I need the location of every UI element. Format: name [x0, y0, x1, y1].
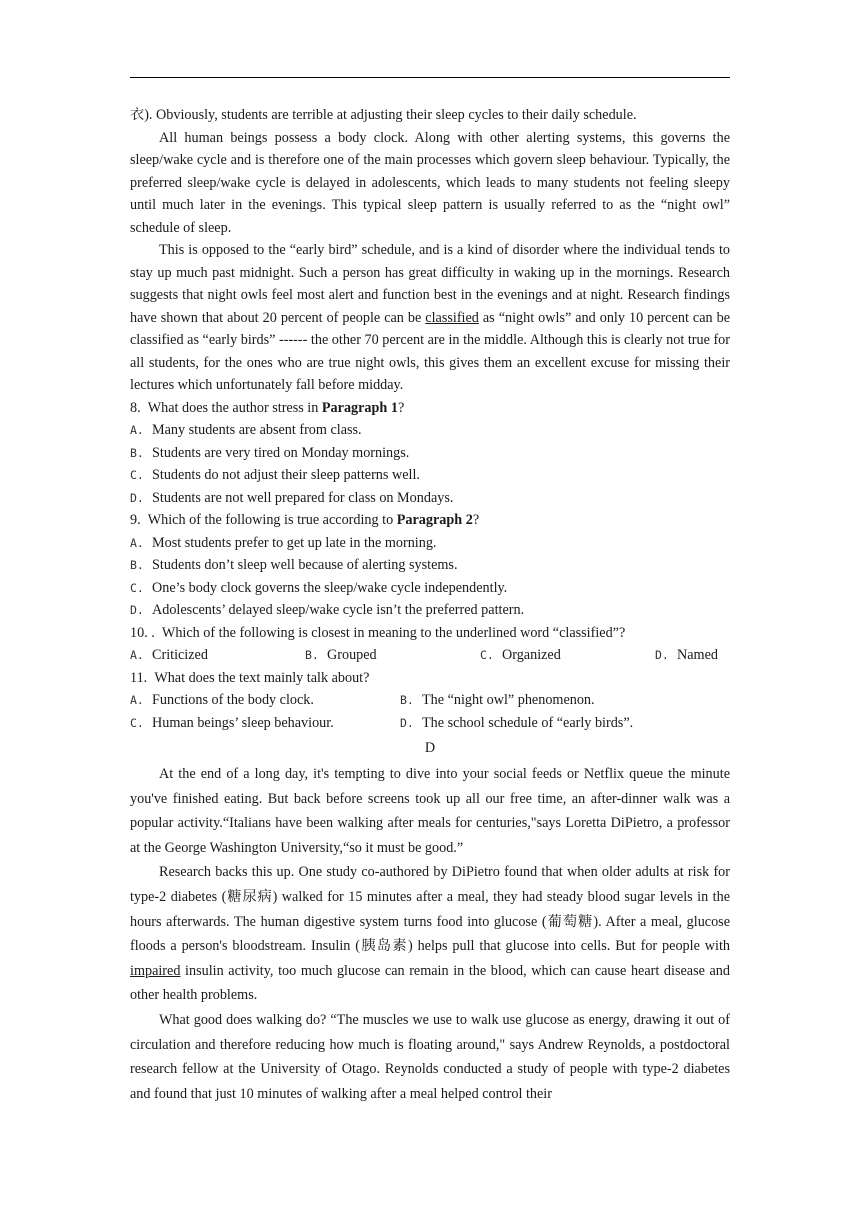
- option-label: C.: [130, 468, 144, 482]
- option-label: D.: [130, 603, 144, 617]
- option-text: One’s body clock governs the sleep/wake cycle independently.: [152, 579, 508, 596]
- option-text: Students are not well prepared for class on Mondays.: [152, 489, 454, 506]
- paragraph-text: Research backs this up. One study co-authored by DiPietro found that when older adults at risk for type-2 diabetes (糖尿病) walked for 15 minutes after a meal, they had steady blood sugar levels in the hours afterwards. The human digestive system turns food into glucose (葡萄糖). After a meal, glucose floods a person's bloodstream. Insulin (胰岛素) helps pull that glucose into cells. But for people with: [130, 864, 730, 955]
- option-text: Named: [677, 647, 718, 663]
- option-text: Students don’t sleep well because of alerting systems.: [152, 557, 458, 573]
- options-row: [130, 689, 730, 712]
- paragraph-text: This is opposed to the “early bird” schedule, and is a kind of disorder where the individual tends to stay up much past midnight. Such a person has great difficulty in waking up in the mornings. Research suggests that night owls feel most alert and function best in the evenings and at night. Research findings have shown that about 20 percent of people can be: [130, 242, 730, 326]
- option-text: Criticized: [152, 647, 208, 663]
- paragraph: 衣). Obviously, students are terrible at adjusting their sleep cycles to their daily schedule.: [130, 107, 637, 123]
- passage-d: [130, 762, 730, 1106]
- option-b: [130, 554, 730, 577]
- question-number: 11.: [130, 669, 148, 686]
- question-11: [130, 667, 730, 690]
- options-row: [130, 644, 730, 667]
- option-label: D.: [655, 648, 669, 662]
- question-number: 9.: [130, 512, 141, 528]
- paragraph-text: insulin activity, too much glucose can remain in the blood, which can cause heart disease and other health problems.: [130, 962, 730, 1004]
- option-text: Human beings’ sleep behaviour.: [152, 714, 334, 731]
- option-c: [130, 712, 400, 735]
- option-c: [480, 644, 655, 667]
- option-d: [400, 712, 670, 735]
- paragraph: [130, 860, 730, 1008]
- question-text-bold: Paragraph 1: [321, 399, 398, 416]
- question-text: What does the author stress in: [147, 399, 322, 416]
- option-c: [130, 577, 730, 600]
- option-d: [130, 487, 730, 510]
- option-c: [130, 464, 730, 487]
- paragraph: [130, 239, 730, 397]
- option-text: Students do not adjust their sleep patterns well.: [152, 467, 420, 483]
- option-text: Many students are absent from class.: [152, 422, 362, 438]
- option-a: [130, 689, 400, 712]
- question-9: [130, 509, 730, 532]
- option-text: Most students prefer to get up late in the morning.: [152, 534, 437, 551]
- option-text: Grouped: [327, 647, 377, 663]
- option-text: Adolescents’ delayed sleep/wake cycle isn’t the preferred pattern.: [152, 602, 525, 618]
- question-10: [130, 622, 730, 645]
- question-number: 10. .: [130, 624, 155, 641]
- option-d: [655, 644, 718, 667]
- header-rule: [130, 77, 730, 78]
- option-label: B.: [400, 693, 414, 707]
- option-label: B.: [305, 648, 319, 662]
- option-a: [130, 419, 730, 442]
- question-8: [130, 397, 730, 420]
- option-text: The school schedule of “early birds”.: [422, 714, 634, 731]
- option-a: [130, 644, 305, 667]
- option-b: [305, 644, 480, 667]
- option-label: A.: [130, 648, 144, 662]
- option-label: C.: [480, 648, 494, 662]
- document-body: [130, 104, 730, 1106]
- question-text: What does the text mainly talk about?: [154, 669, 370, 686]
- paragraph: All human beings possess a body clock. Along with other alerting systems, this governs the sleep/wake cycle and is therefore one of the main processes which govern sleep behaviour. Typically, the preferred sleep/wake cycle is delayed in adolescents, which leads to many students not feeling sleepy until much later in the evenings. This typical sleep pattern is usually referred to as the “night owl” schedule of sleep.: [130, 129, 730, 236]
- option-text: The “night owl” phenomenon.: [422, 692, 595, 708]
- option-b: [130, 442, 730, 465]
- option-label: D.: [130, 490, 144, 505]
- option-label: A.: [130, 423, 144, 437]
- question-text: ?: [397, 399, 405, 416]
- option-a: [130, 532, 730, 555]
- option-text: Students are very tired on Monday mornings.: [152, 444, 410, 461]
- paragraph: What good does walking do? “The muscles we use to walk use glucose as energy, drawing it out of circulation and therefore reducing how much is floating around," says Andrew Reynolds, a postdoctoral research fellow at the University of Otago. Reynolds conducted a study of people with type-2 diabetes and found that just 10 minutes of walking after a meal helped control their: [130, 1011, 730, 1102]
- option-label: D.: [400, 715, 414, 730]
- question-text: ?: [472, 512, 480, 528]
- underlined-word: impaired: [130, 962, 181, 979]
- section-heading: D: [424, 740, 436, 756]
- option-label: B.: [130, 445, 144, 460]
- paragraph-text: as “night owls” and only 10 percent can be classified as “early birds” ------ the other 70 percent are in the middle. Although this is clearly not true for all students, for the ones who are true night owls, this gives them an excellent excuse for missing their lectures which unfortunately fall before midday.: [130, 309, 730, 393]
- option-d: [130, 599, 730, 622]
- question-number: 8.: [130, 399, 141, 416]
- option-label: B.: [130, 558, 144, 572]
- option-b: [400, 689, 670, 712]
- question-text: Which of the following is true according to: [147, 512, 397, 528]
- options-row: [130, 712, 730, 735]
- option-label: A.: [130, 693, 144, 707]
- option-text: Functions of the body clock.: [152, 692, 314, 708]
- underlined-word: classified: [425, 309, 479, 326]
- question-text: Which of the following is closest in meaning to the underlined word “classified”?: [161, 624, 626, 641]
- option-text: Organized: [502, 647, 561, 663]
- paragraph: At the end of a long day, it's tempting to dive into your social feeds or Netflix queue the minute you've finished eating. But back before screens took up all our free time, an after-dinner walk was a popular activity.“Italians have been walking after meals for centuries,"says Loretta DiPietro, a professor at the George Washington University,“so it must be good.”: [130, 766, 730, 856]
- question-text-bold: Paragraph 2: [396, 512, 473, 528]
- option-label: C.: [130, 580, 144, 595]
- option-label: A.: [130, 535, 144, 550]
- option-label: C.: [130, 715, 144, 730]
